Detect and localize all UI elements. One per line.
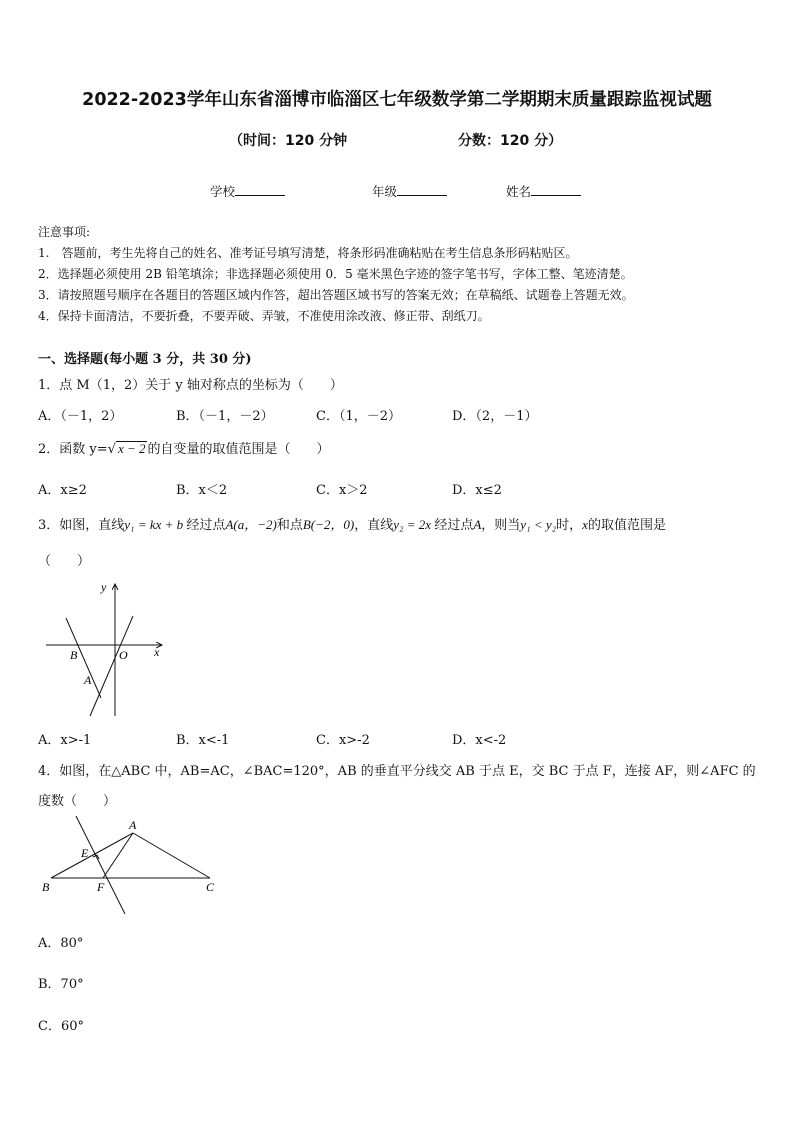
grade-label: 年级	[372, 184, 398, 199]
segment-ab	[51, 833, 133, 878]
grade-blank	[397, 183, 447, 196]
question-4-option-b: B．70°	[38, 977, 84, 992]
segment-ac	[133, 833, 210, 878]
question-4-option-a: A．80°	[38, 936, 84, 951]
question-4-figure	[38, 812, 228, 916]
fig-label-f: F	[97, 880, 105, 894]
time-label: （时间：120 分钟	[229, 133, 348, 149]
q3-text: 的取值范围是	[587, 518, 666, 533]
sqrt-sign: √	[107, 442, 116, 457]
question-2-option-c: C．x＞2	[316, 483, 368, 498]
question-1-option-b: B．（－1，－2）	[176, 409, 274, 424]
q3-math: A(a，−2)	[225, 517, 277, 532]
q3-text: 时，	[556, 518, 583, 533]
q3-math: A	[473, 517, 482, 532]
q3-math: y₁	[124, 517, 135, 532]
question-2-option-a: A．x≥2	[38, 483, 87, 498]
fig-label-c: C	[206, 880, 215, 894]
q3-text: ，直线	[354, 518, 394, 533]
name-blank	[531, 183, 581, 196]
question-3-stem	[38, 514, 666, 533]
fig-label-x: x	[154, 645, 160, 659]
q3-math: y₁ < y₂	[520, 517, 557, 532]
line-y2	[90, 616, 133, 716]
question-1-option-a: A．（－1，2）	[38, 409, 123, 424]
fig-label-b: B	[70, 648, 78, 662]
fig-label-b: B	[42, 880, 50, 894]
question-1-option-d: D．（2，－1）	[452, 409, 538, 424]
name-field	[506, 182, 581, 200]
score-label: 分数：120 分）	[458, 133, 563, 149]
fig-label-a: A	[84, 673, 92, 687]
q3-text: 经过点	[186, 518, 226, 533]
q3-text: 3．如图，直线	[38, 518, 125, 533]
notes-item: 3．请按照题号顺序在各题目的答题区域内作答，超出答题区域书写的答案无效；在草稿纸、试题卷上答题无效。	[38, 288, 634, 302]
notes-heading: 注意事项:	[38, 225, 91, 239]
q3-math: = kx + b	[134, 517, 187, 532]
notes-item: 2．选择题必须使用 2B 铅笔填涂；非选择题必须使用 0．5 毫米黑色字迹的签字笔书写，字体工整、笔迹清楚。	[38, 267, 633, 281]
fig-label-e: E	[81, 846, 89, 860]
fig-label-y: y	[101, 580, 107, 594]
q3-text: 经过点	[434, 518, 474, 533]
notes-item: 4．保持卡面清洁，不要折叠，不要弄破、弄皱，不准使用涂改液、修正带、刮纸刀。	[38, 309, 490, 323]
grade-field	[372, 182, 447, 200]
question-3-option-d: D．x<-2	[452, 733, 507, 748]
fig-label-o: O	[119, 648, 128, 662]
segment-af	[103, 833, 133, 878]
question-4-option-c: C．60°	[38, 1019, 84, 1034]
q3-math: x	[582, 517, 588, 532]
question-1-stem: 1．点 M（1，2）关于 y 轴对称点的坐标为（ ）	[38, 378, 343, 393]
q3-math: B(−2，0)	[302, 517, 355, 532]
page-title: 2022-2023学年山东省淄博市临淄区七年级数学第二学期期末质量跟踪监视试题	[82, 90, 712, 110]
section-title: 一、选择题(每小题 3 分，共 30 分)	[38, 352, 252, 367]
q3-math: y₂	[393, 517, 404, 532]
question-2-option-d: D．x≤2	[452, 483, 502, 498]
question-3-option-a: A．x>-1	[38, 733, 92, 748]
school-label: 学校	[210, 184, 236, 199]
school-field	[210, 182, 285, 200]
q3-text: 和点	[276, 518, 303, 533]
q3-math: = 2x	[403, 517, 435, 532]
question-2-stem-post: 的自变量的取值范围是（ ）	[147, 442, 330, 457]
school-blank	[235, 183, 285, 196]
question-4-stem-line1: 4．如图，在△ABC 中，AB=AC，∠BAC=120°，AB 的垂直平分线交 AB 于点 E，交 BC 于点 F，连接 AF，则∠AFC 的	[38, 764, 756, 779]
question-3-option-c: C．x>-2	[316, 733, 370, 748]
question-2-stem	[38, 438, 330, 457]
question-3-paren: （ ）	[38, 554, 91, 569]
perpendicular-bisector	[76, 816, 125, 914]
question-2-stem-pre: 2．函数 y=	[38, 442, 108, 457]
question-2-radicand: x − 2	[117, 441, 146, 456]
question-1-option-c: C．（1，－2）	[316, 409, 401, 424]
notes-block	[38, 222, 634, 327]
question-4-stem-line2: 度数（ ）	[38, 794, 117, 809]
fig-label-a: A	[129, 818, 137, 832]
question-3-option-b: B．x<-1	[176, 733, 230, 748]
q3-text: ，则当	[481, 518, 521, 533]
question-2-option-b: B．x＜2	[176, 483, 228, 498]
question-3-figure	[40, 578, 170, 720]
name-label: 姓名	[506, 184, 532, 199]
notes-item: 1. 答题前，考生先将自己的姓名、准考证号填写清楚，将条形码准确粘贴在考生信息条形码粘贴区。	[38, 246, 578, 260]
